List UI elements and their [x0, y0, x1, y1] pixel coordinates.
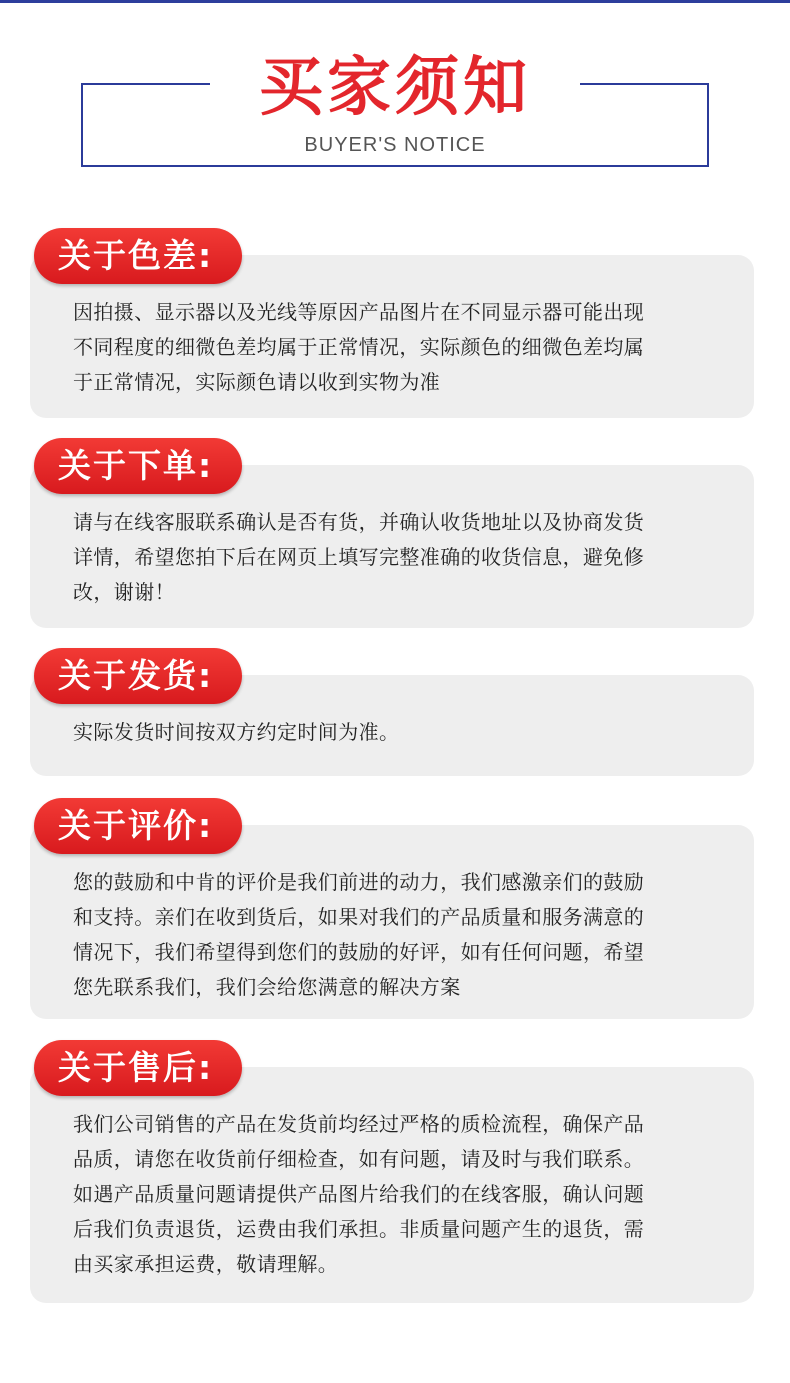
section-ordering [30, 438, 754, 628]
body-line: 不同程度的细微色差均属于正常情况，实际颜色的细微色差均属 [73, 335, 645, 359]
body-line: 情况下，我们希望得到您们的鼓励的好评，如有任何问题，希望 [73, 940, 645, 964]
section-title: 关于售后: [58, 1048, 214, 1087]
section-tag [34, 648, 242, 704]
section-title: 关于色差: [58, 236, 214, 275]
top-rule [0, 0, 790, 3]
section-body [73, 715, 714, 750]
body-line: 您的鼓励和中肯的评价是我们前进的动力，我们感激亲们的鼓励 [73, 870, 645, 894]
body-line: 详情，希望您拍下后在网页上填写完整准确的收货信息，避免修 [73, 545, 645, 569]
page-subtitle: BUYER'S NOTICE [304, 134, 486, 156]
section-tag [34, 228, 242, 284]
body-line: 请与在线客服联系确认是否有货，并确认收货地址以及协商发货 [73, 510, 645, 534]
body-line: 改，谢谢！ [73, 580, 175, 604]
page-title: 买家须知 [259, 51, 531, 125]
section-tag [34, 798, 242, 854]
body-line: 于正常情况，实际颜色请以收到实物为准 [73, 370, 441, 394]
body-line: 实际发货时间按双方约定时间为准。 [73, 720, 400, 744]
body-line: 您先联系我们，我们会给您满意的解决方案 [73, 975, 461, 999]
body-line: 由买家承担运费，敬请理解。 [73, 1252, 339, 1276]
section-body [73, 505, 714, 610]
section-body [73, 1107, 714, 1282]
section-body [73, 865, 714, 1005]
section-color-difference [30, 228, 754, 418]
section-shipping [30, 648, 754, 776]
body-line: 我们公司销售的产品在发货前均经过严格的质检流程，确保产品 [73, 1112, 645, 1136]
section-body [73, 295, 714, 400]
body-line: 如遇产品质量问题请提供产品图片给我们的在线客服，确认问题 [73, 1182, 645, 1206]
section-title: 关于下单: [58, 446, 214, 485]
section-after-sales [30, 1040, 754, 1303]
section-title: 关于发货: [58, 656, 214, 695]
section-tag [34, 1040, 242, 1096]
body-line: 和支持。亲们在收到货后，如果对我们的产品质量和服务满意的 [73, 905, 645, 929]
body-line: 因拍摄、显示器以及光线等原因产品图片在不同显示器可能出现 [73, 300, 645, 324]
body-line: 后我们负责退货，运费由我们承担。非质量问题产生的退货，需 [73, 1217, 645, 1241]
section-tag [34, 438, 242, 494]
body-line: 品质，请您在收货前仔细检查，如有问题，请及时与我们联系。 [73, 1147, 645, 1171]
section-title: 关于评价: [58, 806, 214, 845]
section-reviews [30, 798, 754, 1019]
